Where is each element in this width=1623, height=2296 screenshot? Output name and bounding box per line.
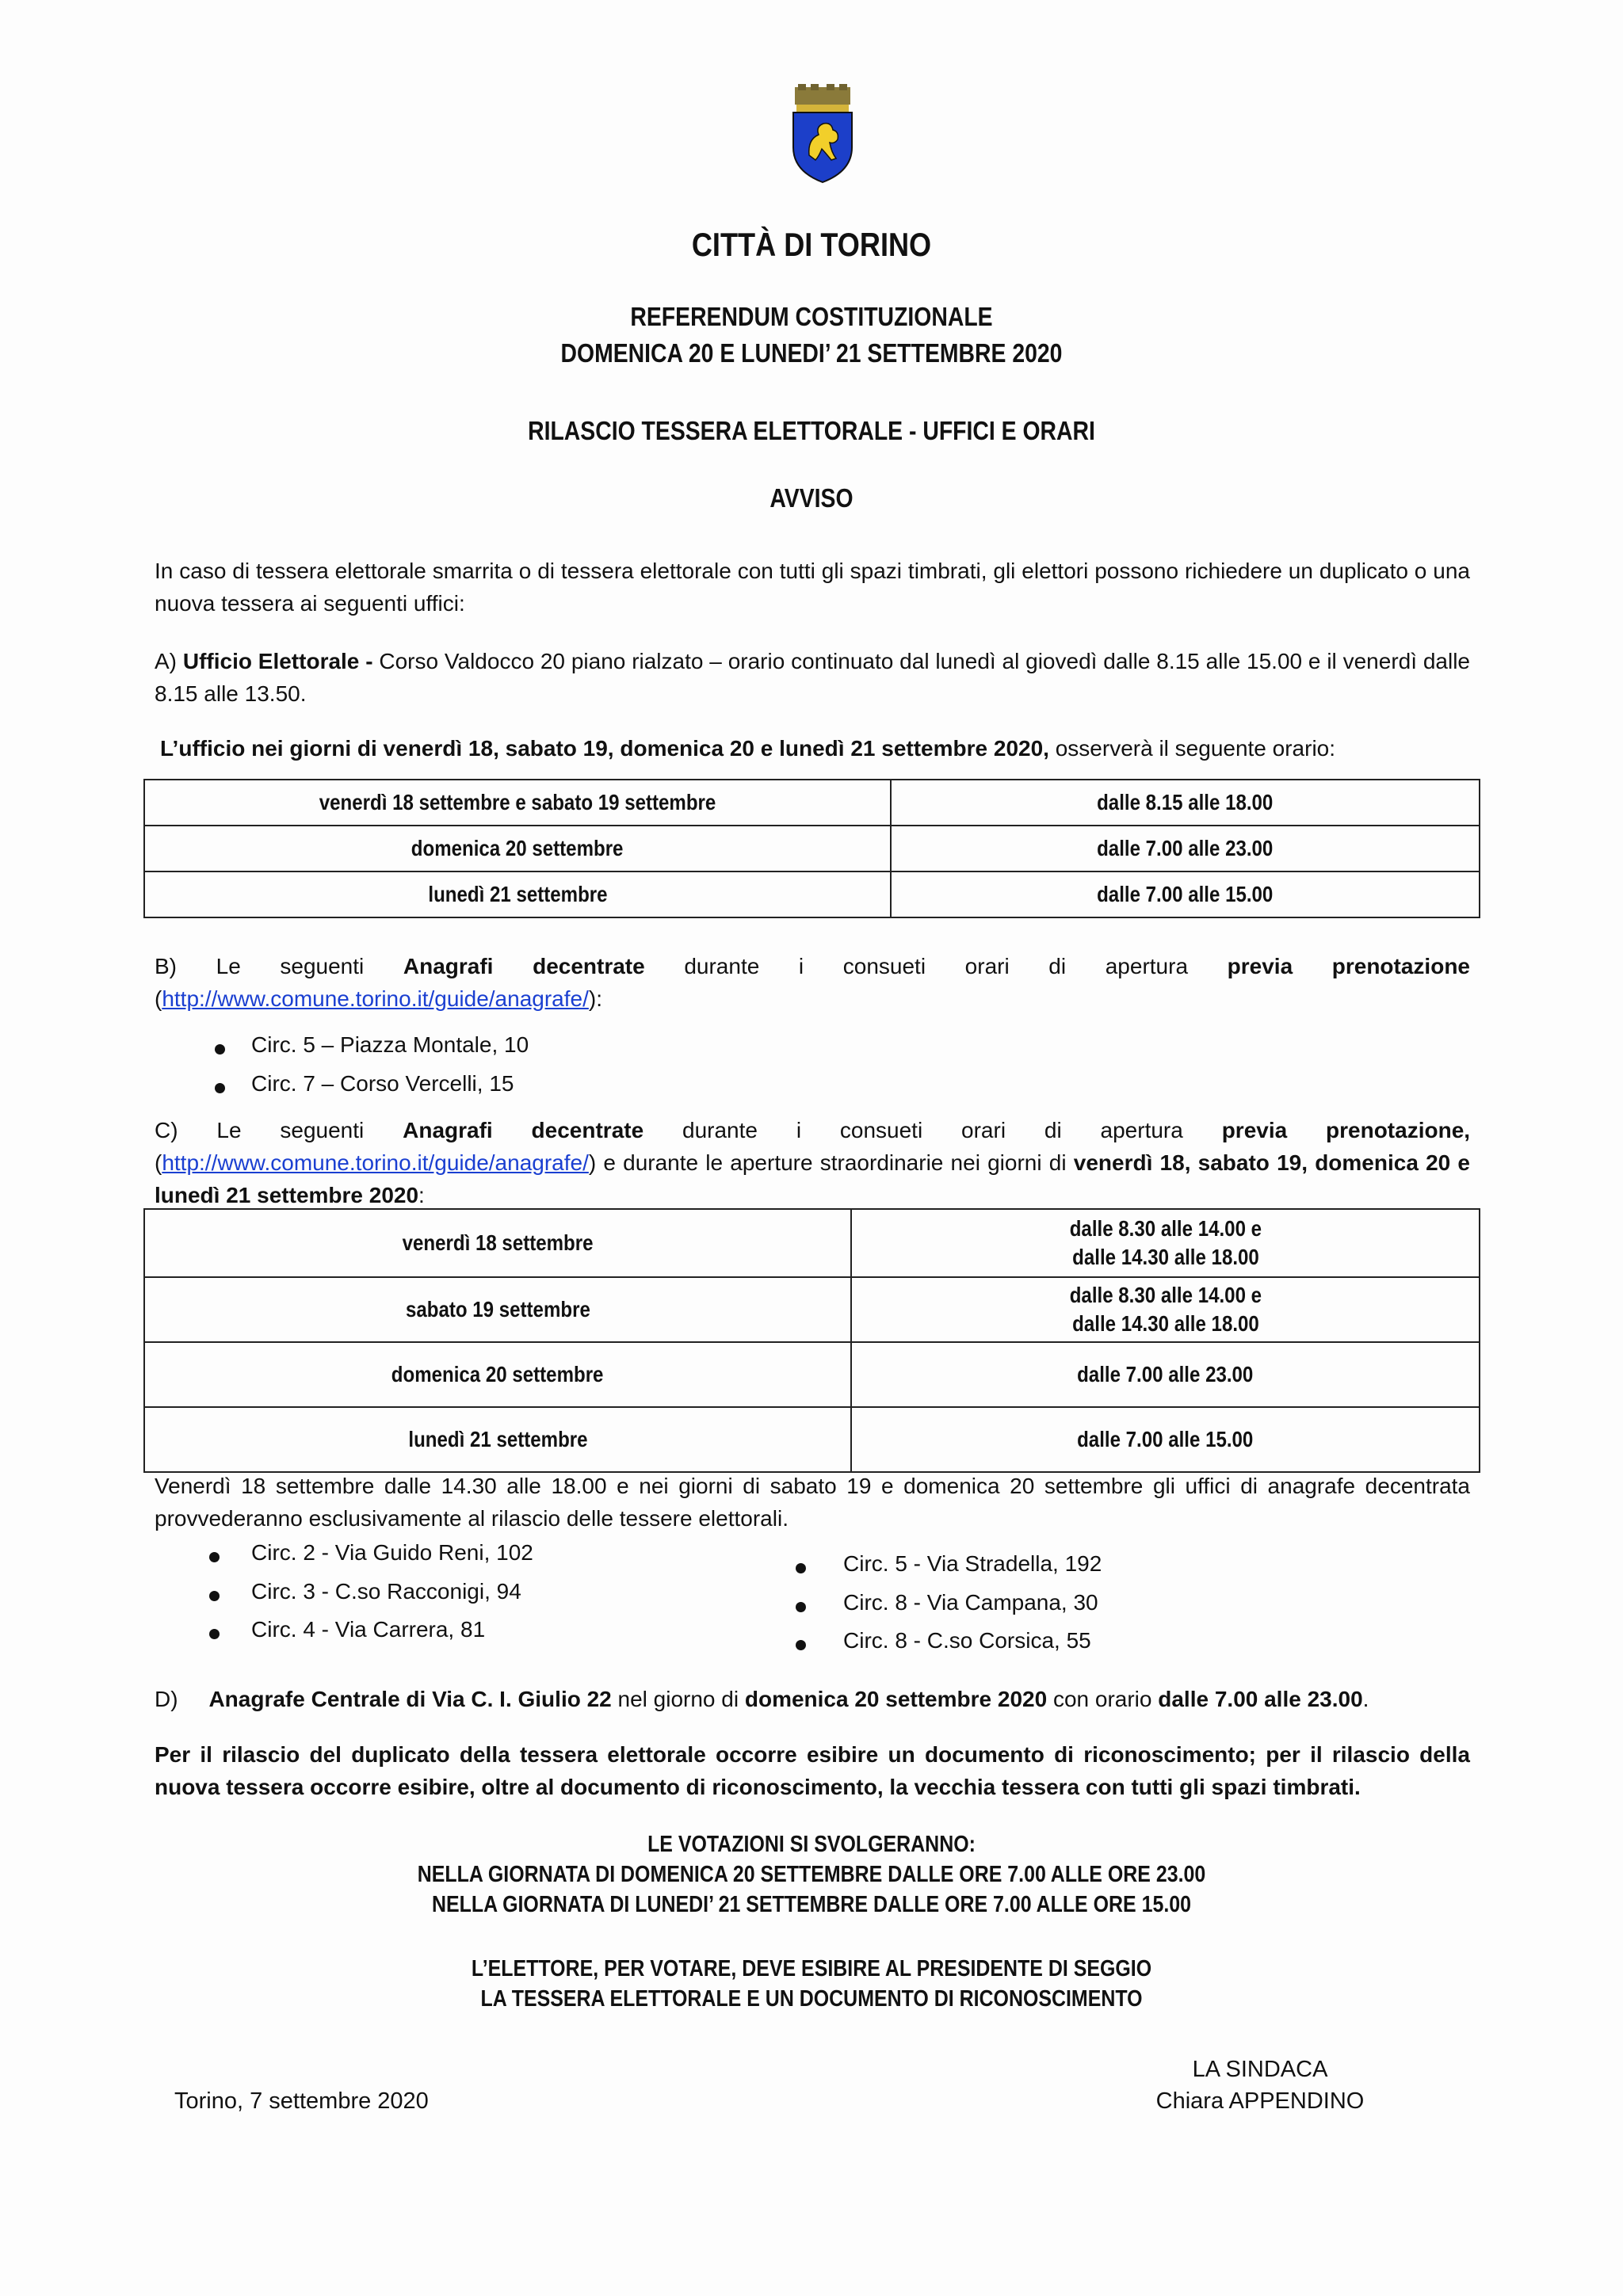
- signer-role: LA SINDACA: [1192, 2057, 1328, 2082]
- table-cell-day: lunedì 21 settembre: [144, 871, 891, 917]
- bullet-icon: [796, 1602, 806, 1612]
- voter-requirement-2: LA TESSERA ELETTORALE E UN DOCUMENTO DI RICONOSCIMENTO: [480, 1986, 1143, 2012]
- list-item: Circ. 3 - C.so Racconigi, 94: [251, 1579, 521, 1604]
- intro-paragraph: [155, 555, 1470, 620]
- section-c-note: Venerdì 18 settembre dalle 14.30 alle 18.00 e nei giorni di sabato 19 e domenica 20 settembre gli uffici di anagrafe decentrata provvederanno esclusivamente al rilascio delle tessere elettorali.: [155, 1474, 1470, 1531]
- voting-heading: LE VOTAZIONI SI SVOLGERANNO:: [647, 1832, 976, 1857]
- table-cell-day: sabato 19 settembre: [144, 1277, 851, 1342]
- table-row: [144, 826, 1480, 871]
- section-a-paragraph: [155, 645, 1470, 710]
- section-c-bold3: venerdì 18, sabato 19, domenica 20 e lunedì 21 settembre 2020: [155, 1150, 1470, 1207]
- table-row: [144, 1342, 1480, 1407]
- extraordinary-hours-table: [143, 1208, 1480, 1473]
- bullet-icon: [209, 1552, 220, 1562]
- city-emblem: [787, 82, 858, 184]
- section-b-line1: [155, 950, 1470, 982]
- signer-name: Chiara APPENDINO: [1155, 2088, 1365, 2114]
- bullet-icon: [796, 1563, 806, 1573]
- voting-sunday: NELLA GIORNATA DI DOMENICA 20 SETTEMBRE DALLE ORE 7.00 ALLE ORE 23.00: [417, 1862, 1206, 1887]
- section-a-special: [160, 732, 1476, 765]
- list-item: Circ. 7 – Corso Vercelli, 15: [251, 1071, 514, 1096]
- document-date: Torino, 7 settembre 2020: [174, 2088, 429, 2114]
- bullet-icon: [209, 1629, 220, 1639]
- bullet-icon: [796, 1640, 806, 1650]
- intro-text: In caso di tessera elettorale smarrita o di tessera elettorale con tutti gli spazi timbrati, gli elettori possono richiedere un duplicato o una nuova tessera ai seguenti uffici:: [155, 559, 1470, 616]
- table-cell-hours: dalle 8.15 alle 18.00: [891, 780, 1480, 826]
- list-item: Circ. 5 - Via Stradella, 192: [843, 1551, 1102, 1576]
- section-b-text1: Le seguenti: [216, 954, 365, 978]
- anagrafe-link[interactable]: http://www.comune.torino.it/guide/anagrafe/: [162, 986, 589, 1011]
- section-c-text2: durante i consueti orari di apertura: [682, 1118, 1183, 1142]
- table-row: [144, 780, 1480, 826]
- section-c-text1: Le seguenti: [216, 1118, 365, 1142]
- table-cell-day: domenica 20 settembre: [144, 1342, 851, 1407]
- bullet-icon: [215, 1044, 225, 1055]
- table-cell-hours: dalle 7.00 alle 15.00: [891, 871, 1480, 917]
- table-cell-hours: dalle 7.00 alle 23.00: [851, 1342, 1480, 1407]
- section-a-special-rest: osserverà il seguente orario:: [1048, 736, 1336, 761]
- referendum-title: REFERENDUM COSTITUZIONALE: [630, 302, 993, 331]
- section-a-special-bold: L’ufficio nei giorni di venerdì 18, sabato 19, domenica 20 e lunedì 21 settembre 2020,: [160, 736, 1049, 761]
- section-b-text2: durante i consueti orari di apertura: [684, 954, 1189, 978]
- signature-block: [1141, 2054, 1379, 2117]
- referendum-dates: DOMENICA 20 E LUNEDI’ 21 SETTEMBRE 2020: [560, 338, 1063, 368]
- section-a-details: Corso Valdocco 20 piano rialzato – orario continuato dal lunedì al giovedì dalle 8.15 alle 15.00 e il venerdì dalle 8.15 alle 13.50.: [155, 649, 1471, 706]
- anagrafe-link[interactable]: http://www.comune.torino.it/guide/anagrafe/: [162, 1150, 589, 1175]
- table-cell-day: domenica 20 settembre: [144, 826, 891, 871]
- table-cell-hours: dalle 7.00 alle 23.00: [891, 826, 1480, 871]
- section-c-bold1: Anagrafi decentrate: [403, 1118, 644, 1142]
- office-hours-table: [143, 779, 1480, 918]
- list-item: Circ. 4 - Via Carrera, 81: [251, 1617, 486, 1642]
- city-title: CITTÀ DI TORINO: [691, 226, 932, 263]
- table-cell-hours: dalle 8.30 alle 14.00 e dalle 14.30 alle 18.00: [851, 1277, 1480, 1342]
- section-title: RILASCIO TESSERA ELETTORALE - UFFICI E ORARI: [528, 416, 1095, 445]
- voter-requirement-1: L’ELETTORE, PER VOTARE, DEVE ESIBIRE AL PRESIDENTE DI SEGGIO: [471, 1956, 1152, 1981]
- bullet-icon: [215, 1083, 225, 1093]
- section-c-line2: (http://www.comune.torino.it/guide/anagrafe/) e durante le aperture straordinarie nei giorni di venerdì 18, sabato 19, domenica 20 e lunedì 21 settembre 2020:: [155, 1150, 1470, 1207]
- table-row: [144, 1277, 1480, 1342]
- section-a-prefix: A): [155, 649, 177, 673]
- section-d-prefix: D): [155, 1687, 178, 1711]
- table-cell-day: venerdì 18 settembre e sabato 19 settembre: [144, 780, 891, 826]
- table-cell-hours: dalle 7.00 alle 15.00: [851, 1407, 1480, 1472]
- section-b-prefix: B): [155, 954, 177, 978]
- table-cell-hours: dalle 8.30 alle 14.00 e dalle 14.30 alle 18.00: [851, 1209, 1480, 1277]
- table-cell-day: lunedì 21 settembre: [144, 1407, 851, 1472]
- section-b-line2: (http://www.comune.torino.it/guide/anagrafe/):: [155, 986, 602, 1011]
- bullet-icon: [209, 1591, 220, 1601]
- table-cell-day: venerdì 18 settembre: [144, 1209, 851, 1277]
- section-b-bold2: previa prenotazione: [1227, 954, 1470, 978]
- section-d-paragraph: D) Anagrafe Centrale di Via C. I. Giulio 22 nel giorno di domenica 20 settembre 2020 con orario dalle 7.00 alle 23.00.: [155, 1687, 1369, 1711]
- table-row: [144, 1407, 1480, 1472]
- section-c-bold2: previa prenotazione,: [1221, 1118, 1471, 1142]
- list-item: Circ. 8 - C.so Corsica, 55: [843, 1628, 1091, 1653]
- torino-coat-of-arms-icon: [787, 82, 858, 184]
- documents-note: Per il rilascio del duplicato della tessera elettorale occorre esibire un documento di riconoscimento; per il rilascio della nuova tessera occorre esibire, oltre al documento di riconoscimento, la vecchia tessera con tutti gli spazi timbrati.: [155, 1742, 1470, 1799]
- section-b-bold1: Anagrafi decentrate: [403, 954, 645, 978]
- list-item: Circ. 8 - Via Campana, 30: [843, 1590, 1098, 1615]
- section-a-office: Ufficio Elettorale -: [182, 649, 373, 673]
- table-row: [144, 1209, 1480, 1277]
- section-c-prefix: C): [155, 1118, 178, 1142]
- voting-monday: NELLA GIORNATA DI LUNEDI’ 21 SETTEMBRE DALLE ORE 7.00 ALLE ORE 15.00: [431, 1892, 1192, 1917]
- notice-title: AVVISO: [769, 483, 854, 513]
- table-row: [144, 871, 1480, 917]
- section-c-line1: [155, 1114, 1470, 1146]
- list-item: Circ. 5 – Piazza Montale, 10: [251, 1032, 529, 1057]
- list-item: Circ. 2 - Via Guido Reni, 102: [251, 1540, 533, 1565]
